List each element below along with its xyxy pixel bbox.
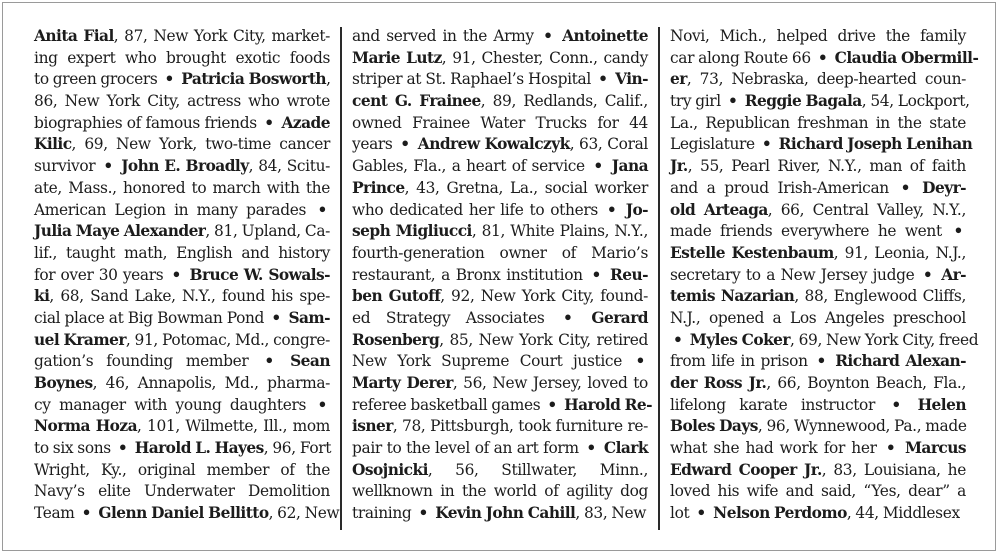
text-line — [34, 69, 330, 91]
text-line — [670, 113, 966, 135]
text-line — [352, 156, 648, 178]
bullet-separator-icon: • — [885, 439, 896, 458]
bullet-separator-icon: • — [593, 157, 603, 176]
person-name: Julia Maye Alexander — [34, 222, 206, 241]
person-name: er — [670, 70, 687, 89]
text-line — [34, 330, 330, 352]
obituary-text: referee basketball games — [352, 395, 545, 414]
obituary-text: survivor — [34, 157, 101, 176]
person-name: Norma Hoza — [34, 417, 138, 436]
obituary-text: to green grocers — [34, 70, 162, 89]
obituary-text: , — [326, 70, 331, 89]
obituary-text: owned Frainee Water Trucks for 44 — [352, 113, 648, 132]
text-line — [670, 221, 966, 243]
person-name: Claudia Obermill- — [830, 48, 979, 67]
person-name: Sean — [276, 352, 330, 371]
text-line — [34, 113, 330, 135]
obituary-text: wellknown in the world of agility dog — [352, 482, 648, 501]
obituary-text: Legislature — [670, 135, 759, 154]
text-line — [670, 178, 966, 200]
obituary-text: , 88, Englewood Cliffs, — [794, 287, 966, 306]
person-name: Clark — [598, 439, 648, 458]
person-name: Jana — [605, 157, 649, 176]
text-line — [670, 330, 979, 352]
text-line — [352, 265, 648, 287]
person-name: Bruce W. Sowals- — [184, 265, 330, 284]
person-name: temis Nazarian — [670, 287, 795, 306]
bullet-separator-icon: • — [922, 265, 933, 284]
obituary-text: , 73, Nebraska, deep-hearted coun- — [686, 70, 966, 89]
obituary-text: , 66, Central Valley, N.Y., — [767, 200, 966, 219]
text-line — [670, 460, 966, 482]
text-line — [352, 286, 648, 308]
person-name: Deyr- — [913, 178, 967, 197]
obituary-text: Navy’s elite Underwater Demolition — [34, 482, 330, 501]
text-line — [352, 48, 648, 70]
obituary-text: , 87, New York City, market- — [113, 27, 331, 45]
bullet-separator-icon: • — [543, 27, 553, 45]
text-line — [34, 351, 330, 373]
text-line — [34, 178, 330, 200]
text-line — [670, 438, 966, 460]
obituary-text: , 85, New York City, retired — [439, 330, 648, 349]
obituary-text: years — [352, 135, 398, 154]
bullet-separator-icon: • — [264, 113, 274, 132]
column-divider-1 — [340, 27, 342, 530]
bullet-separator-icon: • — [81, 504, 92, 523]
text-line — [34, 286, 330, 308]
obituary-text: lot — [670, 504, 694, 523]
obituary-text: , 101, Wilmette, Ill., mom — [137, 417, 330, 436]
obituary-text: , 56, Stillwater, Minn., — [427, 460, 648, 479]
obituary-text: , 96, Fort — [263, 439, 332, 458]
obituary-text: biographies of famous friends — [34, 113, 262, 132]
obituary-column-3 — [670, 26, 979, 525]
text-line — [670, 503, 966, 525]
bullet-separator-icon: • — [696, 504, 706, 523]
person-name: Jr. — [670, 157, 688, 176]
text-line — [352, 460, 648, 482]
obituary-column-2 — [352, 26, 652, 525]
obituary-text: N.J., opened a Los Angeles preschool — [670, 308, 966, 327]
bullet-separator-icon: • — [727, 92, 738, 111]
obituary-text: ing expert who brought exotic foods — [34, 48, 330, 67]
obituary-text: American Legion in many parades — [34, 200, 315, 219]
obituary-text: , 63, Coral — [569, 135, 648, 154]
person-name: Kilic — [34, 135, 72, 154]
text-line — [34, 503, 340, 525]
obituary-text: secretary to a New Jersey judge — [670, 265, 920, 284]
obituary-text: for over 30 years — [34, 265, 169, 284]
obituary-text: , 55, Pearl River, N.Y., man of faith — [687, 157, 966, 176]
person-name: Richard Joseph Lenihan — [774, 135, 973, 154]
text-line — [352, 200, 648, 222]
person-name: Jo- — [619, 200, 648, 219]
text-line — [34, 26, 330, 48]
person-name: Ar- — [935, 265, 966, 284]
column-divider-2 — [658, 27, 660, 530]
obituary-text: , 96, Wynnewood, Pa., made — [757, 417, 967, 436]
bullet-separator-icon: • — [900, 178, 911, 197]
person-name: Marie Lutz — [352, 48, 442, 67]
text-line — [352, 113, 648, 135]
person-name: Osojnicki — [352, 460, 428, 479]
bullet-separator-icon: • — [103, 157, 113, 176]
obituary-text: Gables, Fla., a heart of service — [352, 157, 591, 176]
text-line — [352, 330, 648, 352]
obituary-text: lifelong karate instructor — [670, 395, 889, 414]
bullet-separator-icon: • — [117, 439, 128, 458]
obituary-text: New York Supreme Court justice — [352, 352, 633, 371]
text-line — [670, 308, 966, 330]
person-name: Harold L. Hayes — [130, 439, 264, 458]
obituary-text: Novi, Mich., helped drive the family — [670, 27, 966, 45]
bullet-separator-icon: • — [400, 135, 410, 154]
bullet-separator-icon: • — [816, 352, 827, 371]
bullet-separator-icon: • — [171, 265, 182, 284]
text-line — [34, 91, 330, 113]
text-line — [34, 481, 330, 503]
person-name: Richard Alexan- — [829, 352, 966, 371]
obituary-text: and a proud Irish-American — [670, 178, 898, 197]
person-name: Reu- — [603, 265, 648, 284]
obituary-text: car along Route 66 — [670, 48, 815, 67]
text-line — [352, 351, 648, 373]
text-line — [34, 221, 330, 243]
bullet-separator-icon: • — [591, 265, 601, 284]
text-line — [670, 69, 966, 91]
text-line — [670, 91, 970, 113]
obituary-text: , 91, Potomac, Md., congre- — [125, 330, 330, 349]
text-line — [670, 265, 966, 287]
obituary-text: pair to the level of an art form — [352, 439, 584, 458]
text-line — [34, 265, 330, 287]
obituary-text: , 78, Pittsburgh, took furniture re- — [392, 417, 648, 436]
bullet-separator-icon: • — [891, 395, 901, 414]
obituary-text: lif., taught math, English and history — [34, 243, 330, 262]
obituary-text: , 81, White Plains, N.Y., — [471, 222, 649, 241]
bullet-separator-icon: • — [418, 504, 428, 523]
text-line — [670, 351, 966, 373]
person-name: ben Gutoff — [352, 287, 441, 306]
obituary-text: La., Republican freshman in the state — [670, 113, 966, 132]
bullet-separator-icon: • — [586, 439, 596, 458]
text-line — [670, 416, 966, 438]
text-line — [34, 460, 330, 482]
person-name: Azade — [276, 113, 330, 132]
obituary-text: gation’s founding member — [34, 352, 262, 371]
person-name: old Arteaga — [670, 200, 768, 219]
obituary-text: training — [352, 504, 416, 523]
bullet-separator-icon: • — [563, 308, 573, 327]
obituary-text: restaurant, a Bronx institution — [352, 265, 589, 284]
person-name: Glenn Daniel Bellitto — [94, 504, 269, 523]
person-name: Andrew Kowalczyk — [412, 135, 570, 154]
person-name: Edward Cooper Jr. — [670, 460, 822, 479]
text-line — [670, 134, 973, 156]
text-line — [352, 221, 648, 243]
obituary-text: , 44, Middlesex — [846, 504, 960, 523]
text-line — [352, 91, 648, 113]
text-line — [34, 243, 330, 265]
obituary-text: , 46, Annapolis, Md., pharma- — [92, 374, 330, 392]
person-name: ki — [34, 287, 50, 306]
person-name: Anita Fial — [34, 27, 114, 45]
obituary-text: , 56, New Jersey, loved to — [452, 374, 648, 392]
bullet-separator-icon: • — [606, 200, 617, 219]
person-name: cent G. Frainee — [352, 92, 481, 111]
person-name: Boles Days — [670, 417, 758, 436]
person-name: Vin- — [610, 70, 649, 89]
obituary-text: , 83, Louisiana, he — [821, 460, 966, 479]
obituary-text: and served in the Army — [352, 27, 541, 45]
person-name: Antoinette — [555, 27, 649, 45]
text-line — [670, 48, 979, 70]
text-line — [352, 26, 648, 48]
obituary-text: ate, Mass., honored to march with the — [34, 178, 330, 197]
person-name: Harold Re- — [559, 395, 652, 414]
bullet-separator-icon: • — [953, 222, 963, 241]
person-name: Gerard — [575, 308, 648, 327]
bullet-separator-icon: • — [673, 330, 683, 349]
text-line — [670, 286, 966, 308]
obituary-text: try girl — [670, 92, 725, 111]
obituary-text: from life in prison — [670, 352, 814, 371]
text-line — [34, 308, 330, 330]
text-line — [670, 156, 966, 178]
person-name: der Ross Jr. — [670, 374, 767, 392]
text-line — [352, 308, 648, 330]
obituary-text: , 69, New York, two-time cancer — [71, 135, 330, 154]
bullet-separator-icon: • — [817, 48, 828, 67]
text-line — [670, 481, 966, 503]
obituary-text: ed Strategy Associates — [352, 308, 561, 327]
bullet-separator-icon: • — [761, 135, 772, 154]
text-line — [670, 26, 966, 48]
obituary-text: , 54, Lockport, — [861, 92, 970, 111]
obituary-text: Wright, Ky., original member of the — [34, 460, 330, 479]
bullet-separator-icon: • — [635, 352, 645, 371]
bullet-separator-icon: • — [264, 352, 274, 371]
text-line — [352, 416, 648, 438]
person-name: Rosenberg — [352, 330, 440, 349]
obituary-text: , 89, Redlands, Calif., — [480, 92, 648, 111]
text-line — [34, 373, 330, 395]
text-line — [670, 395, 966, 417]
person-name: Marty Derer — [352, 374, 453, 392]
text-line — [34, 134, 330, 156]
obituary-text: , 43, Gretna, La., social worker — [404, 178, 648, 197]
obituary-text: Team — [34, 504, 79, 523]
obituary-text: , 81, Upland, Ca- — [205, 222, 330, 241]
bullet-separator-icon: • — [317, 395, 327, 414]
text-line — [352, 481, 648, 503]
text-line — [34, 416, 330, 438]
person-name: Patricia Bosworth — [176, 70, 327, 89]
obituary-text: , 66, Boynton Beach, Fla., — [766, 374, 966, 392]
person-name: Prince — [352, 178, 405, 197]
text-line — [352, 69, 648, 91]
obituary-text: , 92, New York City, found- — [440, 287, 648, 306]
text-line — [34, 156, 330, 178]
obituary-text: who dedicated her life to others — [352, 200, 604, 219]
obituary-text: , 91, Chester, Conn., candy — [441, 48, 648, 67]
text-line — [34, 395, 330, 417]
obituary-text: cial place at Big Bowman Pond — [34, 308, 269, 327]
obituary-text: to six sons — [34, 439, 115, 458]
text-line — [670, 200, 966, 222]
text-line — [352, 134, 648, 156]
obituary-text: loved his wife and said, “Yes, dear” a — [670, 482, 966, 501]
person-name: Boynes — [34, 374, 93, 392]
obituary-text: made friends everywhere he went — [670, 222, 951, 241]
person-name: Nelson Perdomo — [708, 504, 847, 523]
obituary-text: , 68, Sand Lake, N.Y., found his spe- — [49, 287, 330, 306]
person-name: Helen — [903, 395, 966, 414]
bullet-separator-icon: • — [547, 395, 557, 414]
text-line — [352, 243, 648, 265]
person-name: isner — [352, 417, 393, 436]
text-line — [352, 503, 648, 525]
text-line — [352, 438, 648, 460]
text-line — [352, 373, 648, 395]
person-name: Myles Coker — [685, 330, 790, 349]
bullet-separator-icon: • — [317, 200, 327, 219]
obituary-text: what she had work for her — [670, 439, 883, 458]
obituary-text: striper at St. Raphael’s Hospital — [352, 70, 596, 89]
obituary-text: , 62, New — [268, 504, 340, 523]
obituary-column-1 — [34, 26, 340, 525]
bullet-separator-icon: • — [164, 70, 174, 89]
obituary-text: , 69, New York City, freed — [789, 330, 979, 349]
text-line — [670, 373, 966, 395]
text-line — [34, 438, 330, 460]
obituary-text: , 91, Leonia, N.J., — [833, 243, 966, 262]
person-name: Sam- — [283, 308, 331, 327]
person-name: Kevin John Cahill — [430, 504, 576, 523]
obituary-text: 86, New York City, actress who wrote — [34, 92, 330, 111]
bullet-separator-icon: • — [271, 308, 281, 327]
person-name: John E. Broadly — [115, 157, 249, 176]
text-line — [352, 395, 652, 417]
text-line — [34, 48, 330, 70]
text-line — [670, 243, 966, 265]
person-name: Estelle Kestenbaum — [670, 243, 834, 262]
text-line — [34, 200, 330, 222]
text-line — [352, 178, 648, 200]
obituary-page — [2, 2, 996, 551]
obituary-text: , 84, Scitu- — [248, 157, 330, 176]
obituary-text: cy manager with young daughters — [34, 395, 315, 414]
person-name: seph Migliucci — [352, 222, 472, 241]
person-name: Reggie Bagala — [740, 92, 862, 111]
obituary-text: , 83, New — [575, 504, 647, 523]
person-name: Marcus — [898, 439, 966, 458]
obituary-text: fourth-generation owner of Mario’s — [352, 243, 648, 262]
person-name: uel Kramer — [34, 330, 126, 349]
bullet-separator-icon: • — [598, 70, 608, 89]
